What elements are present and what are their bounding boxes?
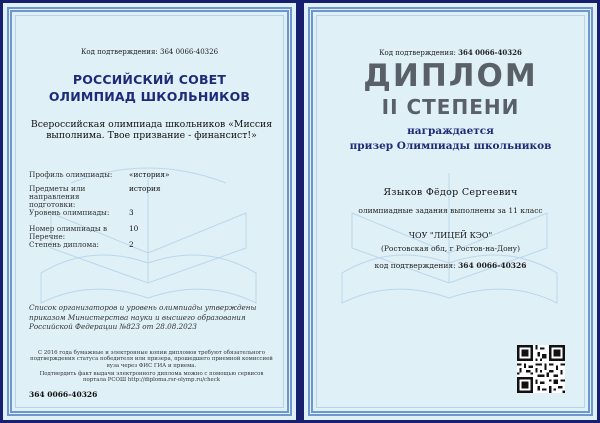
recipient-name: Языков Фёдор Сергеевич xyxy=(383,187,518,198)
code-label: Код подтверждения: xyxy=(80,48,158,56)
grade-text: олимпиадные задания выполнены за 11 класс xyxy=(358,206,543,215)
diploma-degree: II СТЕПЕНИ xyxy=(381,95,520,119)
subjects-label: Предметы или направления подготовки: xyxy=(29,184,86,209)
degree-value: 2 xyxy=(129,240,134,249)
school-region: (Ростовская обл, г Ростов-на-Дону) xyxy=(380,244,521,253)
prize-text: призер Олимпиады школьников xyxy=(349,140,552,152)
order-note: Список организаторов и уровень олимпиады утверждены приказом Министерства науки и высшего образования Российской Федерации №823 от 28.08.2023 xyxy=(29,303,257,331)
legal-note-1: С 2016 года бумажные и электронные копии дипломов требуют обязательного подтверждения статуса победителя или призера, прошедшего приемной комиссией вуза через ФИС ГИА и приема. xyxy=(30,350,273,369)
confirmation-line xyxy=(304,261,597,270)
bottom-code: 364 0066-40326 xyxy=(29,390,98,399)
diploma-front-page xyxy=(304,3,597,420)
diploma-title: ДИПЛОМ xyxy=(363,58,538,94)
confirm-label: код подтверждения: xyxy=(374,261,456,270)
diploma-back-page xyxy=(3,3,296,420)
profile-value: «история» xyxy=(129,170,170,179)
code-label: Код подтверждения: xyxy=(379,49,456,57)
level-value: 3 xyxy=(129,208,134,217)
confirmation-code xyxy=(3,48,296,56)
school-name: ЧОУ "ЛИЦЕЙ КЭО" xyxy=(408,231,493,240)
council-title xyxy=(3,71,296,105)
degree-label: Степень диплома: xyxy=(29,240,100,249)
profile-label: Профиль олимпиады: xyxy=(29,170,113,179)
subjects-value: история xyxy=(129,184,161,193)
confirmation-code xyxy=(304,48,597,57)
level-label: Уровень олимпиады: xyxy=(29,208,110,217)
list-number-label: Номер олимпиады в Перечне: xyxy=(29,224,108,241)
confirm-value: 364 0066-40326 xyxy=(458,261,527,270)
awarded-text: награждается xyxy=(407,125,494,137)
legal-note-2: Подтвердить факт выдачи электронного диплома можно с помощью сервисов портала РСОШ http://diploma.rsr-olymp.ru/check xyxy=(39,371,264,384)
council-line-1: РОССИЙСКИЙ СОВЕТ xyxy=(72,72,227,87)
qr-code-icon xyxy=(517,345,565,393)
council-line-2: ОЛИМПИАД ШКОЛЬНИКОВ xyxy=(48,89,251,104)
code-value: 364 0066-40326 xyxy=(159,48,219,56)
code-value: 364 0066-40326 xyxy=(458,48,522,57)
olympiad-name: Всероссийская олимпиада школьников «Миссия выполнима. Твое призвание - финансист!» xyxy=(30,119,273,141)
list-number-value: 10 xyxy=(129,224,139,233)
